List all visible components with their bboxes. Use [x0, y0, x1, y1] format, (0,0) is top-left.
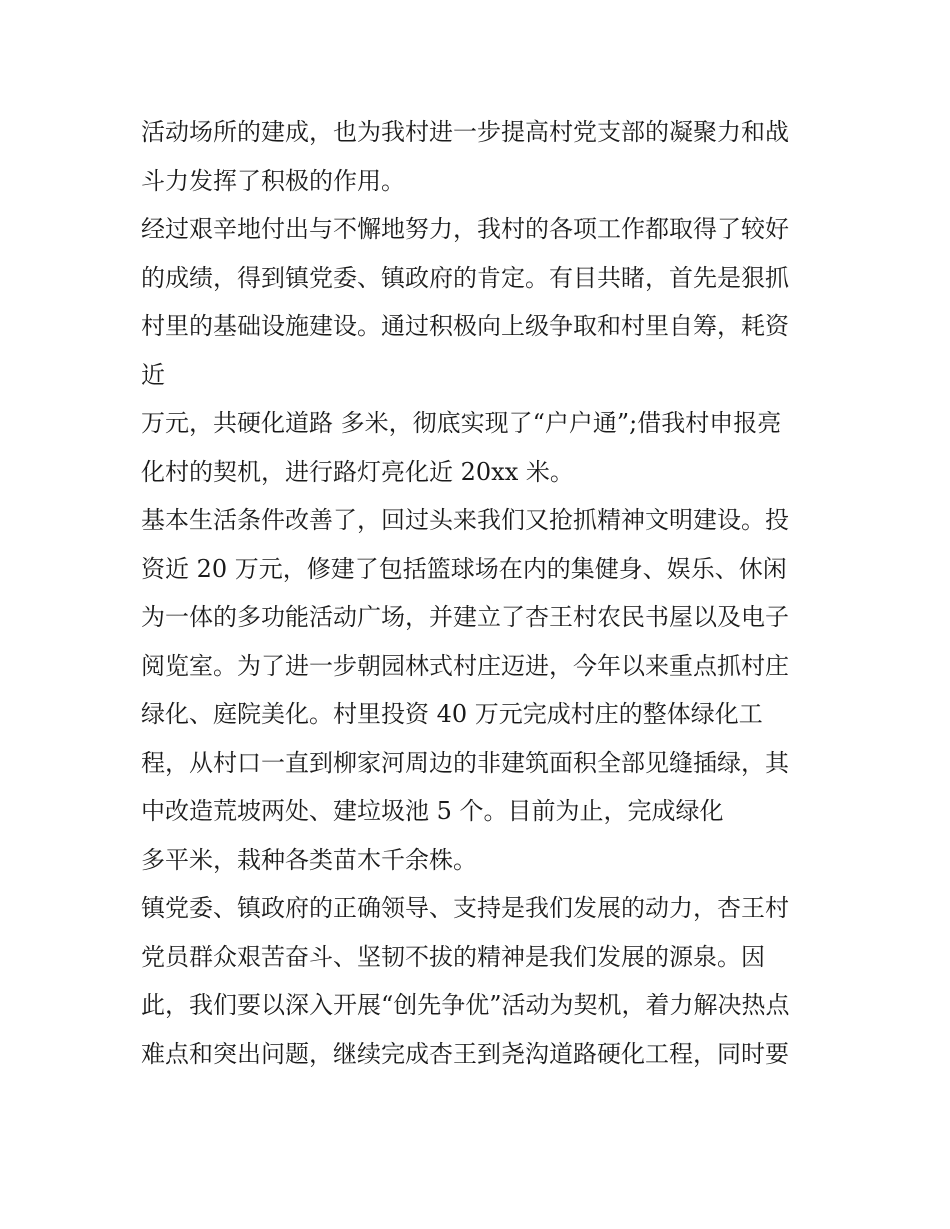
text-line: 镇党委、镇政府的正确领导、支持是我们发展的动力，杏王村 [141, 894, 789, 922]
text-line: 此，我们要以深入开展“创先争优”活动为契机，着力解决热点 [141, 991, 790, 1019]
text-line: 阅览室。为了进一步朝园林式村庄迈进，今年以来重点抓村庄 [141, 651, 789, 680]
body-text [141, 108, 821, 1078]
text-line: 党员群众艰苦奋斗、坚韧不拔的精神是我们发展的源泉。因 [141, 942, 765, 971]
text-line: 基本生活条件改善了，回过头来我们又抢抓精神文明建设。投 [141, 506, 789, 534]
text-line: 万元，共硬化道路 多米，彻底实现了“户户通”;借我村申报亮 [141, 409, 782, 437]
text-line: 为一体的多功能活动广场，并建立了杏王村农民书屋以及电子 [141, 603, 789, 631]
text-line: 资近 20 万元，修建了包括篮球场在内的集健身、娱乐、休闲 [141, 554, 787, 583]
text-line: 化村的契机，进行路灯亮化近 20xx 米。 [141, 457, 574, 486]
text-line: 活动场所的建成，也为我村进一步提高村党支部的凝聚力和战 [141, 118, 789, 146]
text-line: 难点和突出问题，继续完成杏王到尧沟道路硬化工程，同时要 [141, 1039, 789, 1068]
text-line: 村里的基础设施建设。通过积极向上级争取和村里自筹，耗资 [141, 312, 789, 340]
text-line: 多平米，栽种各类苗木千余株。 [141, 845, 477, 874]
text-line: 近 [141, 360, 165, 389]
text-line: 绿化、庭院美化。村里投资 40 万元完成村庄的整体绿化工 [141, 700, 763, 728]
text-line: 经过艰辛地付出与不懈地努力，我村的各项工作都取得了较好 [141, 215, 789, 243]
text-line: 斗力发挥了积极的作用。 [141, 166, 405, 195]
text-line: 的成绩，得到镇党委、镇政府的肯定。有目共睹，首先是狠抓 [141, 263, 789, 292]
text-line: 中改造荒坡两处、建垃圾池 5 个。目前为止，完成绿化 [141, 797, 724, 825]
text-line: 程，从村口一直到柳家河周边的非建筑面积全部见缝插绿，其 [141, 748, 789, 777]
